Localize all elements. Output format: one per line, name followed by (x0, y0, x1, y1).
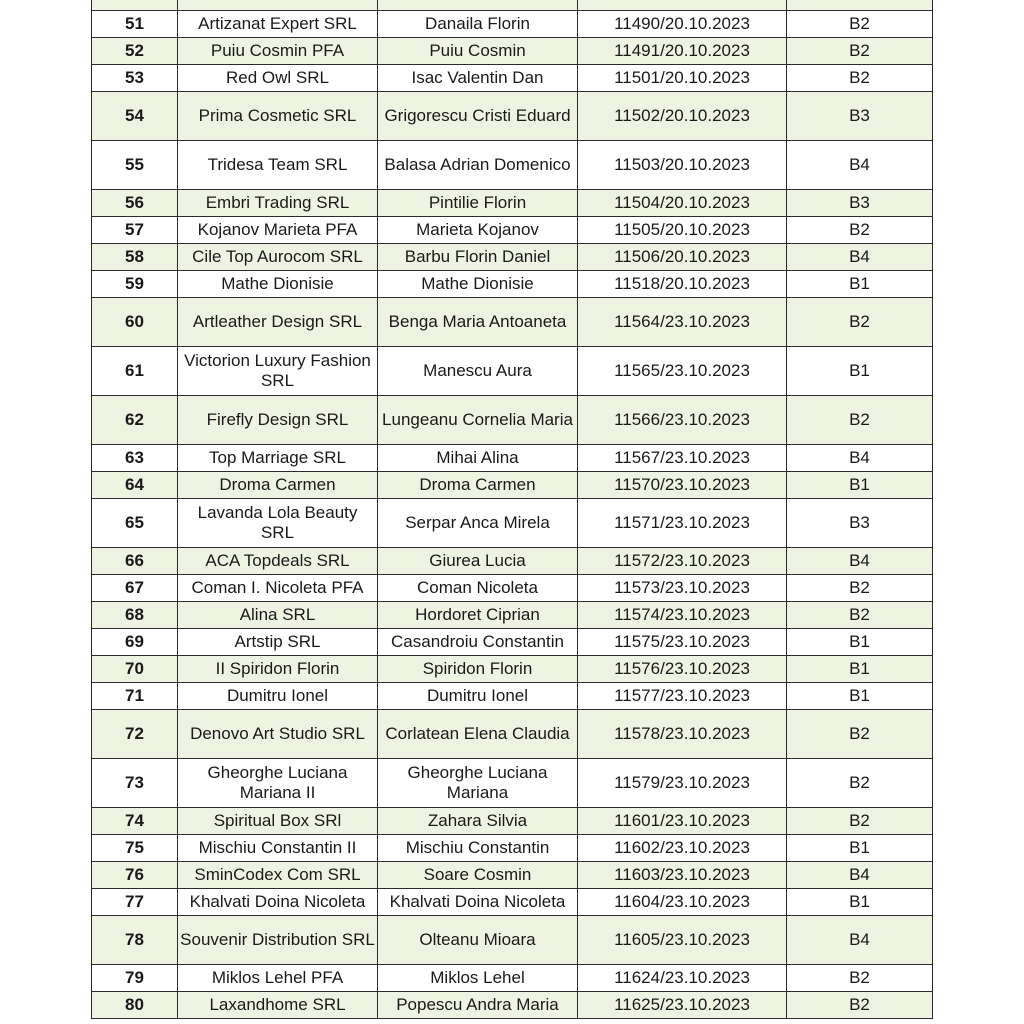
registration-number-date-cell: 11571/23.10.2023 (578, 499, 787, 548)
company-name-cell: Kojanov Marieta PFA (178, 217, 378, 244)
row-number-cell: 58 (92, 244, 178, 271)
company-name-cell: Souvenir Distribution SRL (178, 916, 378, 965)
category-cell: B2 (787, 602, 933, 629)
registration-number-date-cell: 11576/23.10.2023 (578, 656, 787, 683)
table-row (92, 298, 933, 347)
category-cell: B4 (787, 548, 933, 575)
table-row (92, 65, 933, 92)
category-cell: B2 (787, 759, 933, 808)
category-cell: B2 (787, 396, 933, 445)
person-name-cell: Marieta Kojanov (378, 217, 578, 244)
table-row (92, 683, 933, 710)
company-name-cell: Coman I. Nicoleta PFA (178, 575, 378, 602)
company-name-cell: Denovo Art Studio SRL (178, 710, 378, 759)
row-number-cell: 56 (92, 190, 178, 217)
category-cell: B2 (787, 11, 933, 38)
row-number-cell: 67 (92, 575, 178, 602)
row-number-cell: 77 (92, 889, 178, 916)
company-name-cell: Artleather Design SRL (178, 298, 378, 347)
category-cell: B2 (787, 575, 933, 602)
company-name-cell: Gheorghe Luciana Mariana II (178, 759, 378, 808)
category-cell: B2 (787, 710, 933, 759)
category-cell: B2 (787, 992, 933, 1019)
person-name-cell: Serpar Anca Mirela (378, 499, 578, 548)
row-number-cell: 53 (92, 65, 178, 92)
cell-partial (378, 0, 578, 11)
category-cell: B4 (787, 244, 933, 271)
person-name-cell: Mihai Alina (378, 445, 578, 472)
person-name-cell: Khalvati Doina Nicoleta (378, 889, 578, 916)
registration-number-date-cell: 11572/23.10.2023 (578, 548, 787, 575)
registration-number-date-cell: 11490/20.10.2023 (578, 11, 787, 38)
category-cell: B3 (787, 190, 933, 217)
cell-partial (578, 0, 787, 11)
row-number-cell: 69 (92, 629, 178, 656)
table-row (92, 710, 933, 759)
registration-number-date-cell: 11503/20.10.2023 (578, 141, 787, 190)
registration-number-date-cell: 11573/23.10.2023 (578, 575, 787, 602)
person-name-cell: Balasa Adrian Domenico (378, 141, 578, 190)
person-name-cell: Zahara Silvia (378, 808, 578, 835)
category-cell: B1 (787, 683, 933, 710)
registration-number-date-cell: 11564/23.10.2023 (578, 298, 787, 347)
row-number-cell: 66 (92, 548, 178, 575)
table-row (92, 602, 933, 629)
registration-number-date-cell: 11570/23.10.2023 (578, 472, 787, 499)
person-name-cell: Droma Carmen (378, 472, 578, 499)
category-cell: B4 (787, 862, 933, 889)
person-name-cell: Barbu Florin Daniel (378, 244, 578, 271)
row-number-cell: 64 (92, 472, 178, 499)
category-cell: B1 (787, 271, 933, 298)
registry-table-container (91, 0, 933, 1019)
company-name-cell: Lavanda Lola Beauty SRL (178, 499, 378, 548)
table-row (92, 38, 933, 65)
category-cell: B2 (787, 808, 933, 835)
table-row (92, 575, 933, 602)
table-row (92, 835, 933, 862)
person-name-cell: Giurea Lucia (378, 548, 578, 575)
category-cell: B2 (787, 65, 933, 92)
table-row (92, 141, 933, 190)
company-name-cell: Embri Trading SRL (178, 190, 378, 217)
category-cell: B2 (787, 217, 933, 244)
company-name-cell: Alina SRL (178, 602, 378, 629)
table-row (92, 992, 933, 1019)
row-number-cell: 70 (92, 656, 178, 683)
person-name-cell: Pintilie Florin (378, 190, 578, 217)
row-number-cell: 78 (92, 916, 178, 965)
table-row (92, 656, 933, 683)
row-number-cell: 55 (92, 141, 178, 190)
company-name-cell: Top Marriage SRL (178, 445, 378, 472)
person-name-cell: Popescu Andra Maria (378, 992, 578, 1019)
company-name-cell: Miklos Lehel PFA (178, 965, 378, 992)
category-cell: B2 (787, 965, 933, 992)
table-row (92, 759, 933, 808)
registration-number-date-cell: 11566/23.10.2023 (578, 396, 787, 445)
person-name-cell: Isac Valentin Dan (378, 65, 578, 92)
category-cell: B3 (787, 92, 933, 141)
person-name-cell: Lungeanu Cornelia Maria (378, 396, 578, 445)
person-name-cell: Spiridon Florin (378, 656, 578, 683)
table-row (92, 92, 933, 141)
company-name-cell: Khalvati Doina Nicoleta (178, 889, 378, 916)
category-cell: B1 (787, 835, 933, 862)
category-cell: B1 (787, 629, 933, 656)
table-row (92, 347, 933, 396)
person-name-cell: Corlatean Elena Claudia (378, 710, 578, 759)
registration-number-date-cell: 11506/20.10.2023 (578, 244, 787, 271)
category-cell: B1 (787, 656, 933, 683)
person-name-cell: Mathe Dionisie (378, 271, 578, 298)
company-name-cell: Dumitru Ionel (178, 683, 378, 710)
registration-number-date-cell: 11605/23.10.2023 (578, 916, 787, 965)
person-name-cell: Benga Maria Antoaneta (378, 298, 578, 347)
company-name-cell: Laxandhome SRL (178, 992, 378, 1019)
registration-number-date-cell: 11518/20.10.2023 (578, 271, 787, 298)
company-name-cell: Mathe Dionisie (178, 271, 378, 298)
row-number-cell: 59 (92, 271, 178, 298)
registration-number-date-cell: 11577/23.10.2023 (578, 683, 787, 710)
row-number-cell: 68 (92, 602, 178, 629)
registration-number-date-cell: 11624/23.10.2023 (578, 965, 787, 992)
row-number-cell: 63 (92, 445, 178, 472)
category-cell: B4 (787, 445, 933, 472)
table-row (92, 472, 933, 499)
row-number-cell: 73 (92, 759, 178, 808)
cell-partial (92, 0, 178, 11)
company-name-cell: Artstip SRL (178, 629, 378, 656)
person-name-cell: Miklos Lehel (378, 965, 578, 992)
company-name-cell: Droma Carmen (178, 472, 378, 499)
person-name-cell: Casandroiu Constantin (378, 629, 578, 656)
row-number-cell: 52 (92, 38, 178, 65)
table-row (92, 862, 933, 889)
registration-number-date-cell: 11625/23.10.2023 (578, 992, 787, 1019)
registration-number-date-cell: 11502/20.10.2023 (578, 92, 787, 141)
registration-number-date-cell: 11578/23.10.2023 (578, 710, 787, 759)
table-row (92, 445, 933, 472)
company-name-cell: Firefly Design SRL (178, 396, 378, 445)
row-number-cell: 61 (92, 347, 178, 396)
category-cell: B3 (787, 499, 933, 548)
table-row (92, 889, 933, 916)
table-row (92, 190, 933, 217)
company-name-cell: Spiritual Box SRl (178, 808, 378, 835)
table-row (92, 965, 933, 992)
registration-number-date-cell: 11574/23.10.2023 (578, 602, 787, 629)
registration-number-date-cell: 11505/20.10.2023 (578, 217, 787, 244)
company-name-cell: Mischiu Constantin II (178, 835, 378, 862)
row-number-cell: 76 (92, 862, 178, 889)
company-name-cell: Victorion Luxury Fashion SRL (178, 347, 378, 396)
table-row (92, 808, 933, 835)
row-number-cell: 74 (92, 808, 178, 835)
table-row (92, 499, 933, 548)
person-name-cell: Dumitru Ionel (378, 683, 578, 710)
registration-number-date-cell: 11604/23.10.2023 (578, 889, 787, 916)
row-number-cell: 65 (92, 499, 178, 548)
row-number-cell: 79 (92, 965, 178, 992)
cell-partial (787, 0, 933, 11)
person-name-cell: Grigorescu Cristi Eduard (378, 92, 578, 141)
table-row (92, 629, 933, 656)
row-number-cell: 71 (92, 683, 178, 710)
category-cell: B2 (787, 298, 933, 347)
registration-number-date-cell: 11565/23.10.2023 (578, 347, 787, 396)
category-cell: B1 (787, 472, 933, 499)
company-name-cell: Red Owl SRL (178, 65, 378, 92)
table-row (92, 271, 933, 298)
person-name-cell: Puiu Cosmin (378, 38, 578, 65)
category-cell: B1 (787, 889, 933, 916)
company-name-cell: Cile Top Aurocom SRL (178, 244, 378, 271)
company-name-cell: SminCodex Com SRL (178, 862, 378, 889)
company-name-cell: II Spiridon Florin (178, 656, 378, 683)
registration-number-date-cell: 11567/23.10.2023 (578, 445, 787, 472)
registration-number-date-cell: 11603/23.10.2023 (578, 862, 787, 889)
row-number-cell: 62 (92, 396, 178, 445)
company-name-cell: ACA Topdeals SRL (178, 548, 378, 575)
table-row (92, 396, 933, 445)
person-name-cell: Manescu Aura (378, 347, 578, 396)
row-number-cell: 60 (92, 298, 178, 347)
table-row (92, 548, 933, 575)
table-row (92, 11, 933, 38)
row-number-cell: 54 (92, 92, 178, 141)
table-row (92, 916, 933, 965)
person-name-cell: Danaila Florin (378, 11, 578, 38)
table-row (92, 244, 933, 271)
category-cell: B4 (787, 141, 933, 190)
table-row (92, 217, 933, 244)
person-name-cell: Soare Cosmin (378, 862, 578, 889)
row-number-cell: 75 (92, 835, 178, 862)
person-name-cell: Hordoret Ciprian (378, 602, 578, 629)
person-name-cell: Coman Nicoleta (378, 575, 578, 602)
person-name-cell: Olteanu Mioara (378, 916, 578, 965)
company-name-cell: Artizanat Expert SRL (178, 11, 378, 38)
cell-partial (178, 0, 378, 11)
registration-number-date-cell: 11602/23.10.2023 (578, 835, 787, 862)
registry-table (91, 0, 933, 1019)
registration-number-date-cell: 11501/20.10.2023 (578, 65, 787, 92)
person-name-cell: Gheorghe Luciana Mariana (378, 759, 578, 808)
company-name-cell: Prima Cosmetic SRL (178, 92, 378, 141)
table-row-partial (92, 0, 933, 11)
company-name-cell: Puiu Cosmin PFA (178, 38, 378, 65)
category-cell: B2 (787, 38, 933, 65)
row-number-cell: 80 (92, 992, 178, 1019)
registration-number-date-cell: 11579/23.10.2023 (578, 759, 787, 808)
registration-number-date-cell: 11575/23.10.2023 (578, 629, 787, 656)
person-name-cell: Mischiu Constantin (378, 835, 578, 862)
row-number-cell: 72 (92, 710, 178, 759)
row-number-cell: 57 (92, 217, 178, 244)
registration-number-date-cell: 11491/20.10.2023 (578, 38, 787, 65)
company-name-cell: Tridesa Team SRL (178, 141, 378, 190)
row-number-cell: 51 (92, 11, 178, 38)
category-cell: B4 (787, 916, 933, 965)
category-cell: B1 (787, 347, 933, 396)
registration-number-date-cell: 11601/23.10.2023 (578, 808, 787, 835)
registration-number-date-cell: 11504/20.10.2023 (578, 190, 787, 217)
